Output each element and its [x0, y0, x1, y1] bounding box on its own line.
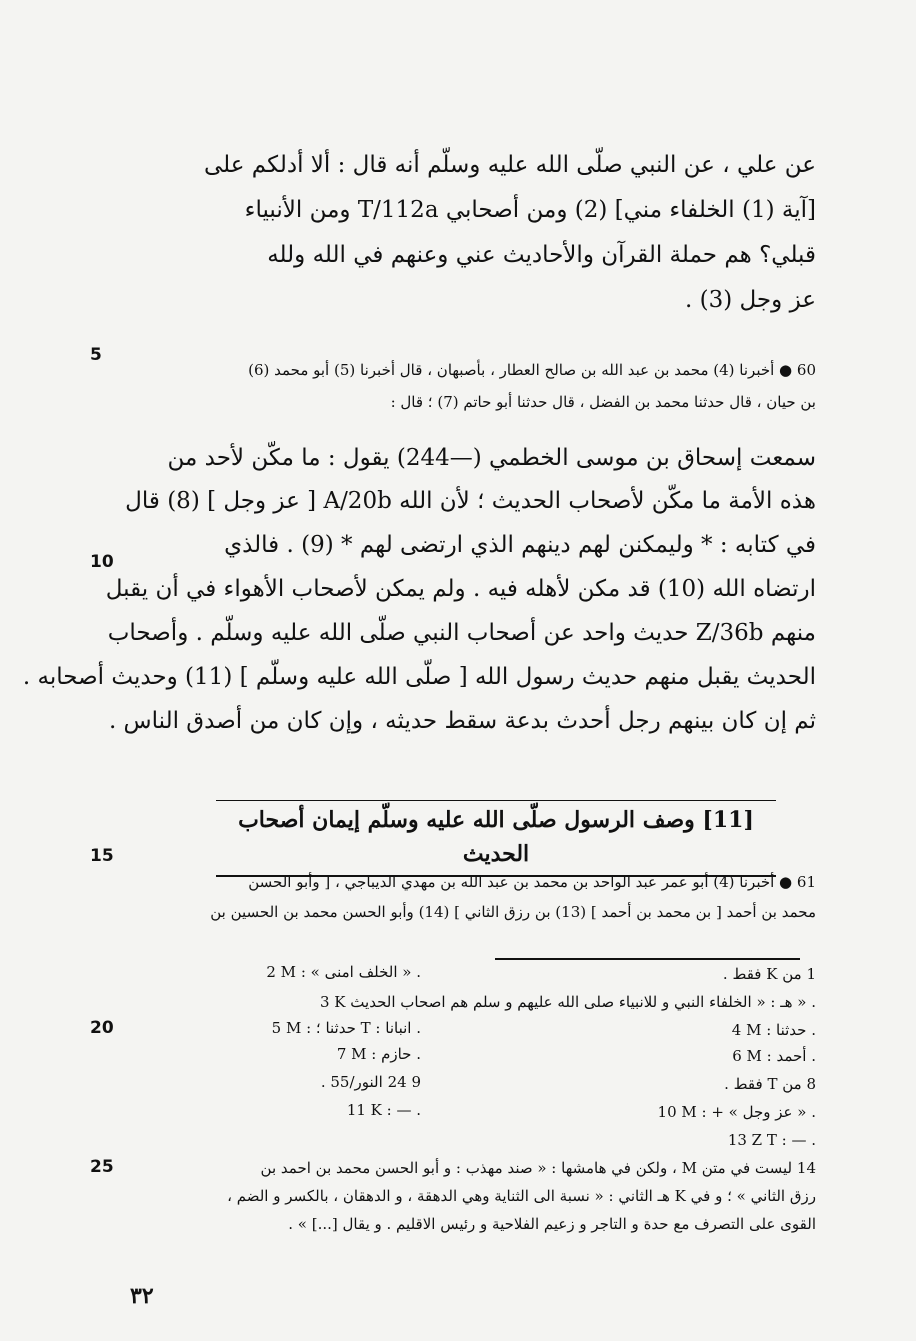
section-heading: [11] وصف الرسول صلّى الله عليه وسلّم إيمان أصحاب الحديث — [216, 800, 776, 877]
footnote-5: 5 M : حدثنا ؛ T : انبانا . — [271, 1019, 421, 1037]
paragraph2-line-6: الحديث يقبل منهم حديث رسول الله [ صلّى الله عليه وسلّم ] (11) وحديث أصحابه . — [22, 664, 816, 690]
paragraph2-line-7: ثم إن كان بينهم رجل أحدث بدعة سقط حديثه ، وإن كان من أصدق الناس . — [108, 708, 816, 734]
footnote-9: 9 24 النور/55 . — [320, 1073, 421, 1091]
footnote-14-line-2: رزق الثاني » ؛ و في K هـ الثاني : « نسبة الى الثناية وهي الدهقة ، و الدهقان ، بالكسر و الضم ، — [227, 1187, 816, 1205]
footnote-13: 13 Z T : — . — [727, 1131, 816, 1149]
paragraph1-line-1: عن علي ، عن النبي صلّى الله عليه وسلّم أنه قال : ألا أدلكم على — [203, 152, 816, 178]
footnote-6: 6 M : أحمد . — [732, 1047, 816, 1065]
isnad61-line-1: 61 ● أخبرنا (4) أبو عمر عبد الواحد بن محمد بن عبد الله بن مهدي الديباجي ، [ وأبو الحسن — [248, 873, 816, 891]
paragraph2-line-1: سمعت إسحاق بن موسى الخطمي (—244) يقول : ما مكّن لأحد من — [167, 445, 816, 471]
footnote-separator — [495, 958, 800, 960]
footnote-8: 8 من T فقط . — [724, 1075, 816, 1093]
paragraph1-line-3: قبلي؟ هم حملة القرآن والأحاديث عني وعنهم في الله ولله — [267, 242, 816, 268]
footnote-2: 2 M : « الخلف امنى » . — [266, 963, 421, 981]
line-number-15: 15 — [90, 846, 114, 866]
footnote-1: 1 من K فقط . — [722, 965, 816, 983]
paragraph2-line-2: هذه الأمة ما مكّن لأصحاب الحديث ؛ لأن الله A/20b [ عز وجل ] (8) قال — [125, 488, 816, 514]
isnad61-line-2: محمد بن أحمد [ بن محمد بن أحمد ] (13) بن رزق الثاني ] (14) وأبو الحسن محمد بن الحسين بن — [210, 903, 816, 921]
isnad60-line-1: 60 ● أخبرنا (4) محمد بن عبد الله بن صالح العطار ، بأصبهان ، قال أخبرنا (5) أبو محمد (6) — [248, 361, 816, 379]
paragraph2-line-3: في كتابه : * وليمكنن لهم دينهم الذي ارتضى لهم * (9) . فالذي — [224, 532, 816, 558]
footnote-10: 10 M : + « عز وجل » . — [657, 1103, 816, 1121]
paragraph1-line-4: عز وجل (3) . — [684, 287, 816, 313]
line-number-10: 10 — [90, 552, 114, 572]
page-number: ٣٢ — [130, 1283, 154, 1309]
footnote-7: 7 M : حازم . — [336, 1045, 421, 1063]
paragraph2-line-4: ارتضاه الله (10) قد مكن لأهله فيه . ولم يمكن لأصحاب الأهواء في أن يقبل — [105, 576, 816, 602]
footnote-14-line-1: 14 ليست في متن M ، ولكن في هامشها : « صند مهذب : و أبو الحسن محمد بن احمد بن — [260, 1159, 816, 1177]
line-number-5: 5 — [90, 345, 102, 365]
footnote-11: 11 K : — . — [346, 1101, 421, 1119]
isnad60-line-2: بن حيان ، قال حدثنا محمد بن الفضل ، قال حدثنا أبو حاتم (7) ؛ قال : — [390, 393, 816, 411]
footnote-4: 4 M : حدثنا . — [731, 1021, 816, 1039]
paragraph1-line-2: [آية (1) الخلفاء مني] (2) ومن أصحابي T/112a ومن الأنبياء — [244, 197, 816, 223]
line-number-20: 20 — [90, 1018, 114, 1038]
footnote-14-line-3: القوى على التصرف مع حدة و التاجر و زعيم الفلاحية و رئيس الاقليم . و يقال [...] » . — [288, 1215, 816, 1233]
footnote-3: 3 K هـ : « الخلفاء النبي و للانبياء صلى الله عليهم و سلم هم اصحاب الحديث » . — [320, 993, 816, 1011]
paragraph2-line-5: منهم Z/36b حديث واحد عن أصحاب النبي صلّى الله عليه وسلّم . وأصحاب — [107, 620, 816, 646]
line-number-25: 25 — [90, 1157, 114, 1177]
